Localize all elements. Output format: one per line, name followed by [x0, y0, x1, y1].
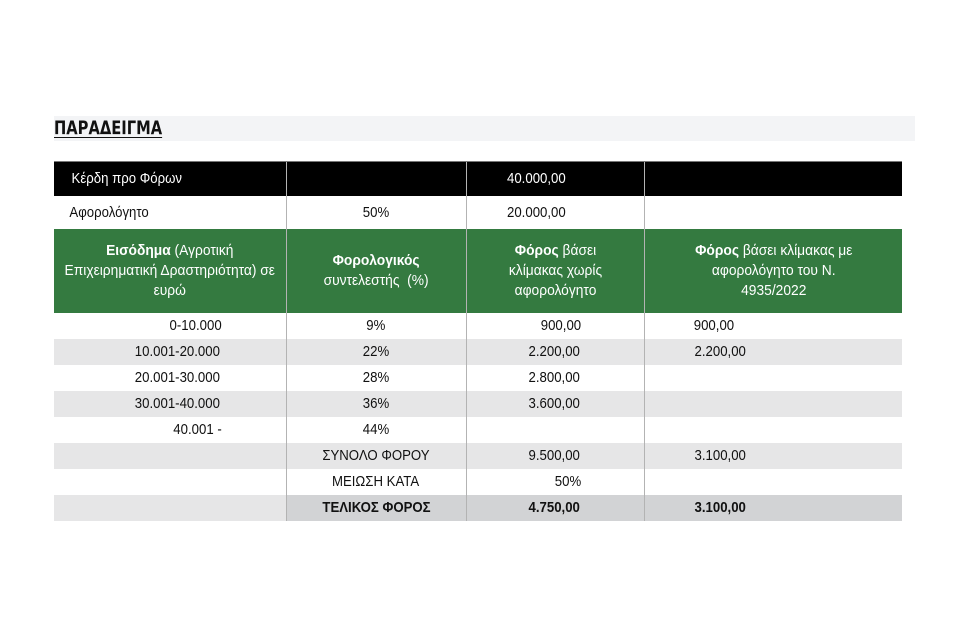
bracket-income	[54, 339, 286, 365]
final-empty-cell	[54, 495, 286, 521]
bracket-rate	[286, 417, 466, 443]
final-no-allowance: 4.750,00	[528, 499, 580, 516]
tax-example-table	[54, 161, 902, 521]
bracket-tax-no-allowance	[466, 339, 644, 365]
reduction-label-cell	[286, 469, 466, 495]
bracket-tax-no-allowance	[466, 417, 644, 443]
bracket-income-text: 0-10.000	[169, 317, 222, 334]
bracket-tax-no-allowance	[466, 391, 644, 417]
final-no-allowance-cell	[466, 495, 644, 521]
title-band	[54, 116, 915, 141]
tax-free-row	[54, 196, 902, 229]
bracket-rate-text: 36%	[362, 395, 390, 412]
final-with-allowance-cell	[644, 495, 902, 521]
total-with-allowance-cell	[644, 443, 902, 469]
bracket-row	[54, 313, 902, 339]
reduction-extra-cell	[644, 469, 902, 495]
tax-free-label-cell	[54, 196, 286, 229]
total-label-cell	[286, 443, 466, 469]
final-tax-row	[54, 495, 902, 521]
profit-before-tax-row	[54, 162, 902, 197]
bracket-tax-with-allowance-text: 2.200,00	[694, 343, 746, 360]
bracket-income	[54, 365, 286, 391]
header-tax-no-allowance-bold: Φόρος	[514, 242, 559, 259]
table-header-row	[54, 229, 902, 313]
header-income-bold: Εισόδημα	[106, 242, 171, 259]
total-label: ΣΥΝΟΛΟ ΦΟΡΟΥ	[322, 447, 430, 464]
header-tax-no-allowance	[466, 229, 644, 313]
header-tax-with-allowance	[644, 229, 902, 313]
bracket-income-text: 10.001-20.000	[134, 343, 220, 360]
bracket-income-text: 30.001-40.000	[134, 395, 220, 412]
header-rate-rest: συντελεστής (%)	[323, 272, 429, 289]
bracket-tax-no-allowance-text: 3.600,00	[528, 395, 580, 412]
tax-free-rate: 50%	[362, 204, 390, 221]
profit-amount: 40.000,00	[506, 170, 566, 187]
bracket-rate-text: 44%	[362, 421, 390, 438]
reduction-row	[54, 469, 902, 495]
profit-label: Κέρδη προ Φόρων	[71, 170, 182, 187]
bracket-rate	[286, 365, 466, 391]
final-with-allowance: 3.100,00	[694, 499, 746, 516]
bracket-tax-with-allowance	[644, 339, 902, 365]
bracket-rate	[286, 391, 466, 417]
header-tax-with-allowance-bold: Φόρος	[694, 242, 739, 259]
header-rate	[286, 229, 466, 313]
bracket-rate-text: 28%	[362, 369, 390, 386]
total-tax-row	[54, 443, 902, 469]
profit-label-cell	[54, 162, 286, 197]
bracket-tax-with-allowance	[644, 391, 902, 417]
header-tax-with-allowance-rest: βάσει κλίμακας με αφορολόγητο του Ν. 4935/2022	[711, 242, 852, 299]
bracket-tax-with-allowance	[644, 365, 902, 391]
total-no-allowance: 9.500,00	[528, 447, 580, 464]
bracket-row	[54, 365, 902, 391]
bracket-row	[54, 417, 902, 443]
total-with-allowance: 3.100,00	[694, 447, 746, 464]
reduction-value-cell	[466, 469, 644, 495]
bracket-tax-no-allowance-text: 2.200,00	[528, 343, 580, 360]
tax-free-amount: 20.000,00	[506, 204, 566, 221]
tax-free-rate-cell	[286, 196, 466, 229]
header-tax-no-allowance-rest: βάσει κλίμακας χωρίς αφορολόγητο	[508, 242, 602, 299]
profit-amount-cell	[466, 162, 644, 197]
bracket-tax-no-allowance	[466, 365, 644, 391]
page-title: ΠΑΡΑΔΕΙΓΜΑ	[54, 117, 163, 139]
bracket-income-text: 40.001 -	[173, 421, 223, 438]
bracket-income	[54, 417, 286, 443]
bracket-tax-no-allowance-text: 900,00	[540, 317, 581, 334]
profit-extra-cell	[644, 162, 902, 197]
final-label-cell	[286, 495, 466, 521]
final-label: ΤΕΛΙΚΟΣ ΦΟΡΟΣ	[321, 499, 431, 516]
header-income	[54, 229, 286, 313]
bracket-rate	[286, 339, 466, 365]
bracket-tax-with-allowance	[644, 313, 902, 339]
total-no-allowance-cell	[466, 443, 644, 469]
tax-free-extra-cell	[644, 196, 902, 229]
bracket-tax-with-allowance	[644, 417, 902, 443]
tax-free-amount-cell	[466, 196, 644, 229]
bracket-income	[54, 313, 286, 339]
total-empty-cell	[54, 443, 286, 469]
header-income-rest: (Αγροτική Επιχειρηματική Δραστηριότητα) σε ευρώ	[64, 242, 275, 299]
bracket-rate	[286, 313, 466, 339]
bracket-income-text: 20.001-30.000	[134, 369, 220, 386]
profit-rate-cell	[286, 162, 466, 197]
tax-free-label: Αφορολόγητο	[69, 204, 149, 221]
reduction-empty-cell	[54, 469, 286, 495]
bracket-tax-no-allowance	[466, 313, 644, 339]
bracket-rate-text: 9%	[366, 317, 386, 334]
bracket-row	[54, 391, 902, 417]
header-rate-bold: Φορολογικός	[332, 252, 420, 269]
reduction-label: ΜΕΙΩΣΗ ΚΑΤΑ	[332, 473, 420, 490]
bracket-income	[54, 391, 286, 417]
bracket-tax-no-allowance-text: 2.800,00	[528, 369, 580, 386]
bracket-rate-text: 22%	[362, 343, 390, 360]
bracket-row	[54, 339, 902, 365]
reduction-value: 50%	[555, 473, 582, 490]
bracket-tax-with-allowance-text: 900,00	[693, 317, 734, 334]
